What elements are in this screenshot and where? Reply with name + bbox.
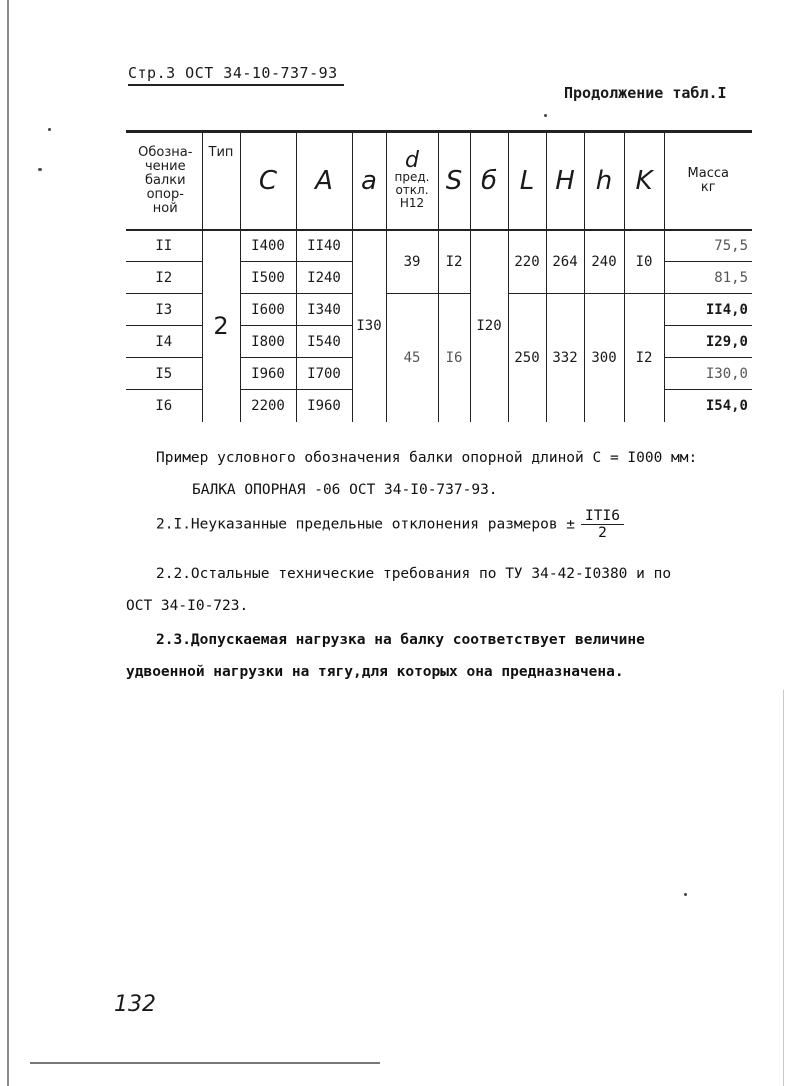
col-d [386,132,438,230]
s-cell-group-1: I2 [438,230,470,294]
table-continuation-label: Продолжение табл.I [564,84,727,102]
footer-rule [30,1062,380,1064]
binding-edge-line [7,0,9,1086]
col-type: Тип [202,132,240,230]
note-2-3-line-1: 2.3.Допускаемая нагрузка на балку соответствует величине [156,632,645,648]
a-lower-cell: I30 [352,230,386,422]
tolerance-fraction [581,508,624,541]
note-2-2-line-2: ОСТ 34-I0-723. [126,598,249,614]
header-underline [128,84,344,86]
beam-dimensions-table [126,130,752,422]
col-d-tolerance: пред. откл. H12 [394,170,430,211]
designation-cell: II [126,230,202,262]
table-row [126,230,752,262]
c-cell: 2200 [240,390,296,422]
d-cell-group-2: 45 [386,294,438,422]
a-upper-cell: I700 [296,358,352,390]
col-mass: Масса кг [664,132,752,230]
designation-cell: I5 [126,358,202,390]
col-a-upper: A [296,132,352,230]
col-h-lower: h [584,132,624,230]
a-upper-cell: I340 [296,294,352,326]
a-upper-cell: I240 [296,262,352,294]
col-l: L [508,132,546,230]
h-lower-cell-group-1: 240 [584,230,624,294]
type-cell: 2 [202,230,240,422]
col-b: б [470,132,508,230]
document-reference: Стр.3 ОСТ 34-10-737-93 [128,64,338,82]
col-c: C [240,132,296,230]
mass-cell: 81,5 [664,262,752,294]
designation-cell: I6 [126,390,202,422]
b-cell: I20 [470,230,508,422]
c-cell: I500 [240,262,296,294]
k-cell-group-2: I2 [624,294,664,422]
h-upper-cell-group-2: 332 [546,294,584,422]
a-upper-cell: I960 [296,390,352,422]
mass-cell: 75,5 [664,230,752,262]
h-lower-cell-group-2: 300 [584,294,624,422]
c-cell: I800 [240,326,296,358]
scan-speck [684,893,687,896]
page-number: 132 [114,992,156,1017]
note-2-3-line-2: удвоенной нагрузки на тягу,для которых она предназначена. [126,664,624,680]
mass-cell: I54,0 [664,390,752,422]
c-cell: I400 [240,230,296,262]
l-cell-group-1: 220 [508,230,546,294]
a-upper-cell: II40 [296,230,352,262]
h-upper-cell-group-1: 264 [546,230,584,294]
mass-cell: II4,0 [664,294,752,326]
mass-cell: I29,0 [664,326,752,358]
note-2-1-text: 2.I.Неуказанные предельные отклонения размеров ± [156,516,576,533]
l-cell-group-2: 250 [508,294,546,422]
c-cell: I960 [240,358,296,390]
col-d-symbol: d [405,148,419,174]
note-2-2-line-1: 2.2.Остальные технические требования по ТУ 34-42-I0380 и по [156,566,672,582]
mass-cell: I30,0 [664,358,752,390]
designation-cell: I2 [126,262,202,294]
col-designation: Обозна- чение балки опор- ной [126,132,202,230]
note-2-1 [156,508,624,541]
a-upper-cell: I540 [296,326,352,358]
scan-speck [48,128,51,131]
scan-speck [544,114,547,117]
designation-example-intro: Пример условного обозначения балки опорной длиной C = I000 мм: [156,450,698,466]
col-s: S [438,132,470,230]
col-h-upper: H [546,132,584,230]
col-k: K [624,132,664,230]
tolerance-denominator: 2 [598,525,607,541]
right-edge-line [783,690,784,1086]
d-cell-group-1: 39 [386,230,438,294]
tolerance-numerator: IТI6 [581,508,624,525]
designation-cell: I3 [126,294,202,326]
col-a-lower: a [352,132,386,230]
table-header-row [126,132,752,230]
scan-speck [38,168,42,171]
designation-example: БАЛКА ОПОРНАЯ -06 ОСТ 34-I0-737-93. [192,482,498,498]
c-cell: I600 [240,294,296,326]
s-cell-group-2: I6 [438,294,470,422]
k-cell-group-1: I0 [624,230,664,294]
designation-cell: I4 [126,326,202,358]
